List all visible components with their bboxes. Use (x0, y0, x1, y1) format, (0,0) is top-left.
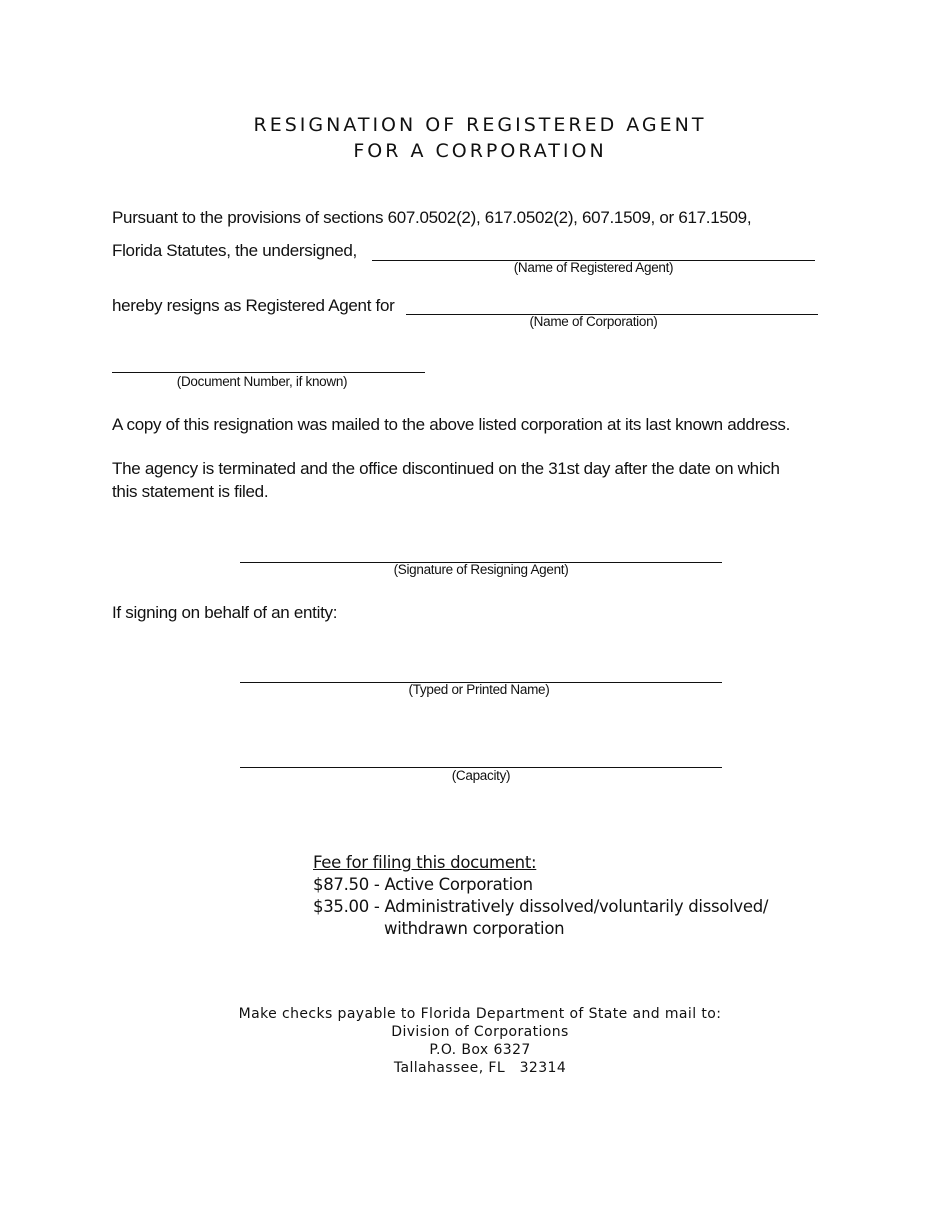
intro-line2: Florida Statutes, the undersigned, (112, 241, 357, 260)
signature-caption: (Signature of Resigning Agent) (393, 562, 569, 577)
resigns-label: hereby resigns as Registered Agent for (112, 296, 395, 315)
document-number-caption: (Document Number, if known) (176, 374, 348, 389)
fee-heading: Fee for filing this document: (313, 853, 537, 872)
capacity-caption: (Capacity) (451, 768, 511, 783)
form-title-line1: RESIGNATION OF REGISTERED AGENT (253, 114, 707, 136)
fee-dissolved-continued: withdrawn corporation (384, 919, 565, 938)
mailing-line3: P.O. Box 6327 (429, 1042, 531, 1058)
termination-line2: this statement is filed. (112, 482, 269, 501)
mailing-line4: Tallahassee, FL 32314 (393, 1060, 567, 1076)
fee-active: $87.50 - Active Corporation (313, 875, 533, 894)
corporation-caption: (Name of Corporation) (529, 314, 658, 329)
document-number-field[interactable] (112, 372, 425, 373)
form-title-line2: FOR A CORPORATION (353, 140, 607, 162)
entity-label: If signing on behalf of an entity: (112, 603, 338, 622)
registered-agent-caption: (Name of Registered Agent) (513, 260, 674, 275)
termination-line1: The agency is terminated and the office discontinued on the 31st day after the date on which (112, 459, 780, 478)
mailing-line1: Make checks payable to Florida Department of State and mail to: (238, 1006, 722, 1022)
fee-dissolved: $35.00 - Administratively dissolved/voluntarily dissolved/ (313, 897, 769, 916)
printed-name-caption: (Typed or Printed Name) (408, 682, 550, 697)
intro-line1: Pursuant to the provisions of sections 607.0502(2), 617.0502(2), 607.1509, or 617.1509, (112, 208, 752, 227)
mailing-line2: Division of Corporations (391, 1024, 569, 1040)
copy-statement: A copy of this resignation was mailed to the above listed corporation at its last known address. (112, 415, 791, 434)
